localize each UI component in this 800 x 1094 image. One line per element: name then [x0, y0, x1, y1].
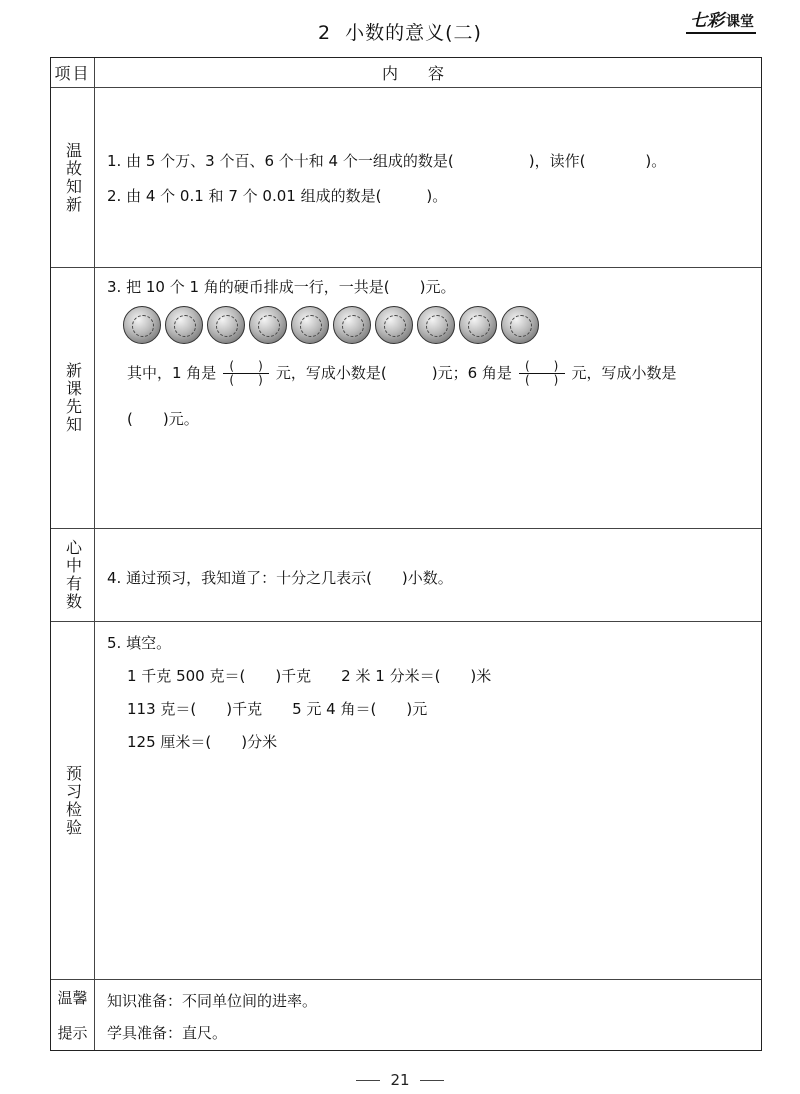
question-5-title: 5. 填空。 [107, 634, 172, 652]
header-content-cell [95, 58, 761, 87]
section-new-content [95, 268, 761, 528]
coin-icon [501, 306, 539, 344]
question-1: 1. 由 5 个万、3 个百、6 个十和 4 个一组成的数是( )，读作( )。 [107, 152, 667, 170]
header-item-cell [51, 58, 95, 87]
lesson-number: 2 [318, 22, 332, 44]
section-mind-content [95, 529, 761, 621]
header-item-label: 项目 [54, 64, 91, 83]
header-content-label: 内容 [381, 64, 474, 83]
footer-dash-right [420, 1080, 444, 1081]
q3-text-c: 元，写成小数是 [571, 364, 677, 382]
coin-icon [165, 306, 203, 344]
lesson-title: 小数的意义(二) [345, 22, 482, 44]
section-check [51, 621, 761, 979]
coin-icon [375, 306, 413, 344]
section-mind [51, 528, 761, 621]
section-mind-label: 心中有数 [63, 539, 83, 611]
section-tips-label-2: 提示 [57, 1024, 88, 1042]
question-5-line-1: 1 千克 500 克＝( )千克 2 米 1 分米＝( )米 [127, 667, 492, 685]
section-review-label: 温故知新 [63, 141, 83, 214]
fraction-2-denominator: ( ) [525, 373, 559, 387]
coin-icon [123, 306, 161, 344]
coin-row [123, 306, 539, 344]
section-check-label: 预习检验 [63, 764, 83, 837]
section-new-label-cell [51, 268, 95, 528]
page-title [0, 18, 800, 45]
question-5-line-2: 113 克＝( )千克 5 元 4 角＝( )元 [127, 700, 428, 718]
fraction-2-numerator: ( ) [525, 359, 559, 373]
fraction-1-denominator: ( ) [229, 373, 263, 387]
question-4: 4. 通过预习，我知道了：十分之几表示( )小数。 [107, 569, 453, 587]
tip-knowledge: 知识准备：不同单位间的进率。 [107, 992, 318, 1010]
section-review-content [95, 88, 761, 267]
coin-icon [249, 306, 287, 344]
q3-text-a: 其中，1 角是 [127, 364, 217, 382]
footer-dash-left [356, 1080, 380, 1081]
table-header-row [51, 58, 761, 87]
brand-logo [686, 6, 756, 34]
section-review-label-cell [51, 88, 95, 267]
fraction-1-numerator: ( ) [229, 359, 263, 373]
brand-sub: 课堂 [726, 14, 754, 30]
page-number: 21 [390, 1071, 410, 1089]
page-footer [0, 1071, 800, 1089]
coin-icon [291, 306, 329, 344]
coin-icon [207, 306, 245, 344]
section-new-label: 新课先知 [63, 362, 83, 434]
tip-tools: 学具准备：直尺。 [107, 1024, 228, 1042]
section-mind-label-cell [51, 529, 95, 621]
q3-text-b: 元，写成小数是( )元；6 角是 [275, 364, 512, 382]
section-review [51, 87, 761, 267]
coin-icon [417, 306, 455, 344]
coin-icon [333, 306, 371, 344]
worksheet-table [50, 57, 762, 1051]
question-5-line-3: 125 厘米＝( )分米 [127, 733, 278, 751]
question-2: 2. 由 4 个 0.1 和 7 个 0.01 组成的数是( )。 [107, 187, 448, 205]
fraction-blank-2 [519, 360, 565, 387]
coin-icon [459, 306, 497, 344]
section-check-content [95, 622, 761, 979]
section-tips-label-1: 温馨 [57, 989, 88, 1007]
section-tips [51, 979, 761, 1050]
fraction-blank-1 [223, 360, 269, 387]
section-tips-label-cell [51, 980, 95, 1050]
question-3-fraction-line [127, 360, 676, 387]
section-new [51, 267, 761, 528]
section-tips-content [95, 980, 761, 1050]
section-check-label-cell [51, 622, 95, 979]
q3-text-d: ( )元。 [127, 410, 199, 428]
question-3: 3. 把 10 个 1 角的硬币排成一行，一共是( )元。 [107, 278, 456, 296]
brand-name: 七彩 [690, 11, 724, 31]
